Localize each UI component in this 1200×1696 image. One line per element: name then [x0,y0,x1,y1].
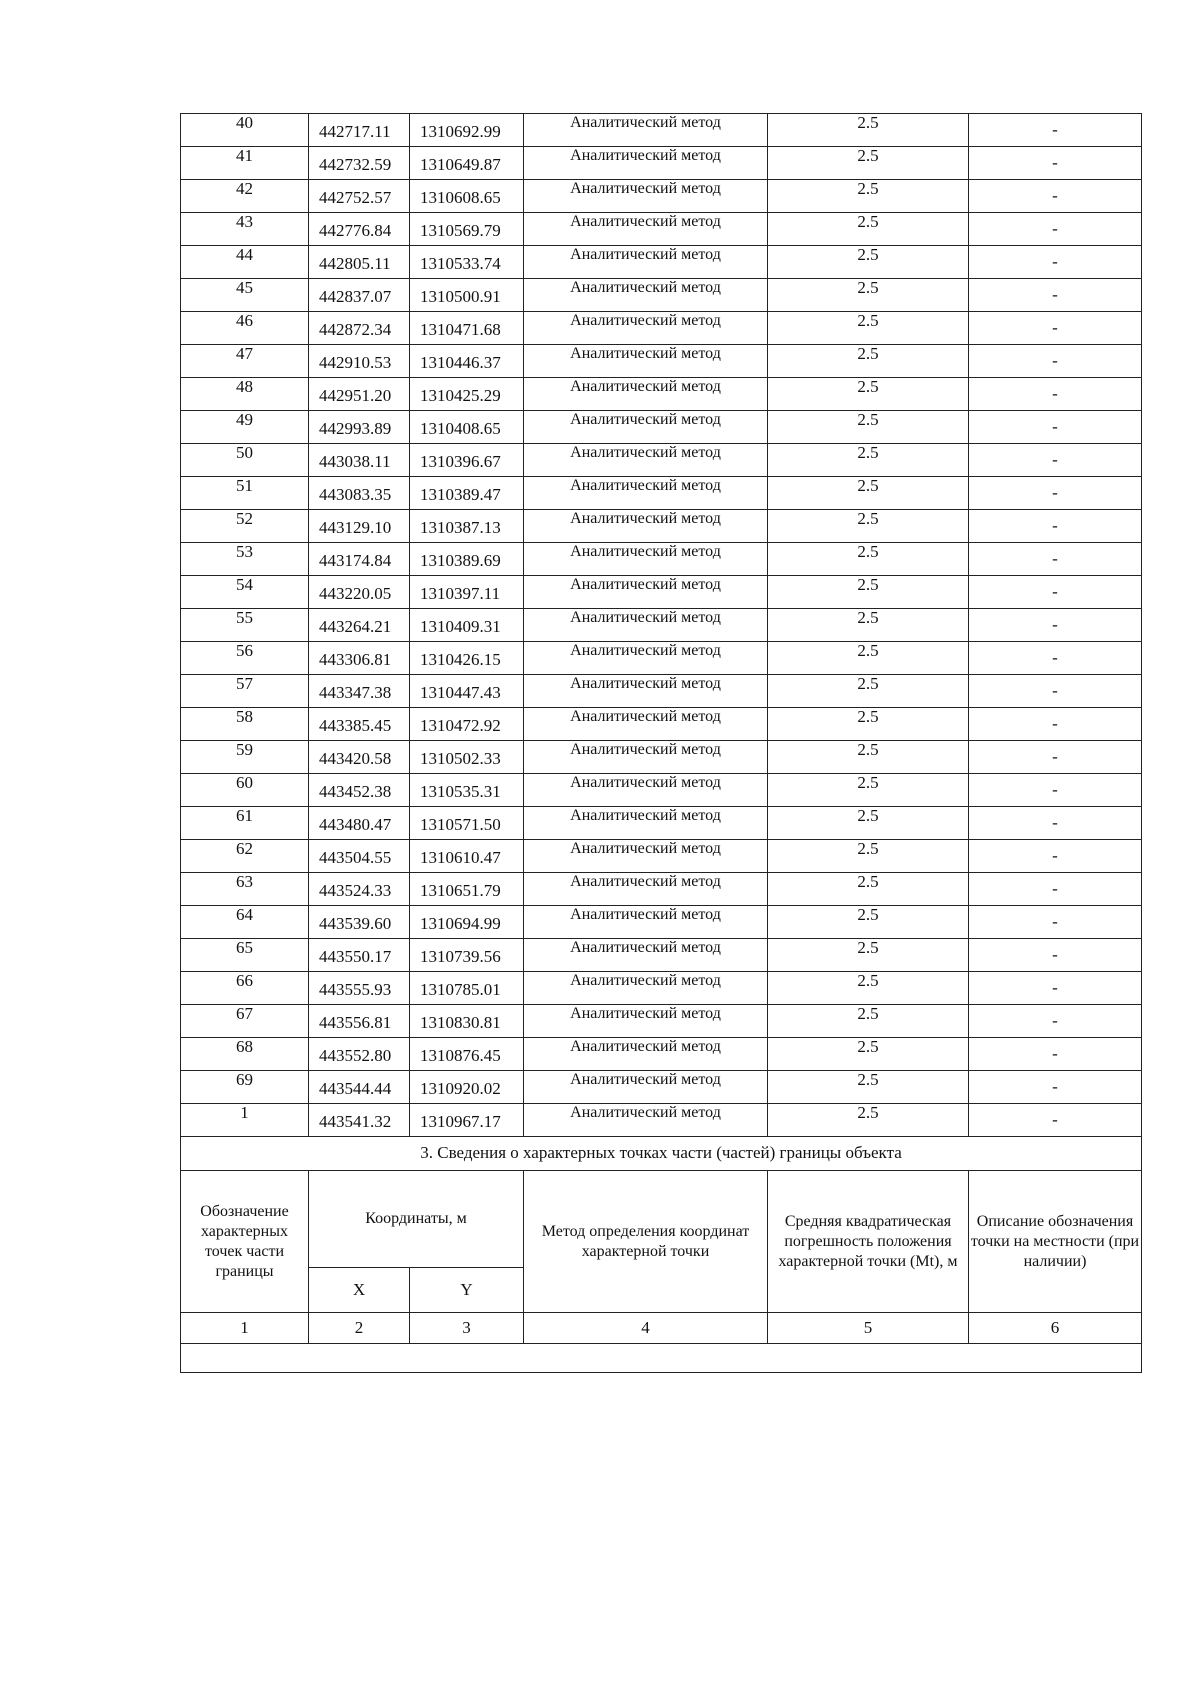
method-cell: Аналитический метод [524,543,768,576]
method-cell: Аналитический метод [524,609,768,642]
method-cell: Аналитический метод [524,378,768,411]
method-cell: Аналитический метод [524,444,768,477]
table-row [181,609,1142,642]
point-number: 66 [181,972,309,1005]
coordinate-x: 442732.59 [309,147,410,180]
table-row [181,279,1142,312]
description-cell: - [969,345,1142,378]
coordinate-y: 1310409.31 [410,609,524,642]
error-cell: 2.5 [768,675,969,708]
coordinate-x: 442752.57 [309,180,410,213]
coordinate-y: 1310446.37 [410,345,524,378]
point-number: 54 [181,576,309,609]
description-cell: - [969,411,1142,444]
method-cell: Аналитический метод [524,972,768,1005]
error-cell: 2.5 [768,873,969,906]
coordinate-y: 1310608.65 [410,180,524,213]
error-cell: 2.5 [768,1104,969,1137]
coordinate-y: 1310649.87 [410,147,524,180]
table-row [181,345,1142,378]
coordinate-y: 1310425.29 [410,378,524,411]
table-row [181,312,1142,345]
method-cell: Аналитический метод [524,675,768,708]
error-cell: 2.5 [768,906,969,939]
column-number-6: 6 [969,1313,1142,1344]
coordinate-x: 443347.38 [309,675,410,708]
method-cell: Аналитический метод [524,1005,768,1038]
method-cell: Аналитический метод [524,345,768,378]
error-cell: 2.5 [768,1038,969,1071]
coordinate-y: 1310692.99 [410,114,524,147]
error-cell: 2.5 [768,444,969,477]
method-cell: Аналитический метод [524,840,768,873]
description-cell: - [969,708,1142,741]
point-number: 64 [181,906,309,939]
method-cell: Аналитический метод [524,807,768,840]
description-cell: - [969,906,1142,939]
table-row [181,1071,1142,1104]
table-row [181,675,1142,708]
error-cell: 2.5 [768,180,969,213]
error-cell: 2.5 [768,642,969,675]
coordinate-x: 443539.60 [309,906,410,939]
error-cell: 2.5 [768,543,969,576]
table-row [181,1104,1142,1137]
point-number: 65 [181,939,309,972]
description-cell: - [969,576,1142,609]
description-cell: - [969,180,1142,213]
error-cell: 2.5 [768,840,969,873]
empty-row [181,1344,1142,1373]
description-cell: - [969,741,1142,774]
point-number: 45 [181,279,309,312]
error-cell: 2.5 [768,312,969,345]
point-number: 41 [181,147,309,180]
point-number: 57 [181,675,309,708]
method-cell: Аналитический метод [524,180,768,213]
point-number: 1 [181,1104,309,1137]
header-description: Описание обозначения точки на местности (при наличии) [969,1171,1142,1313]
coordinate-x: 443083.35 [309,477,410,510]
table-row [181,972,1142,1005]
table-row [181,708,1142,741]
coordinate-x: 443420.58 [309,741,410,774]
header-error: Средняя квадратическая погрешность положения характерной точки (Mt), м [768,1171,969,1313]
error-cell: 2.5 [768,741,969,774]
method-cell: Аналитический метод [524,708,768,741]
error-cell: 2.5 [768,345,969,378]
coordinate-y: 1310408.65 [410,411,524,444]
table-row [181,1005,1142,1038]
table-row [181,477,1142,510]
table-row [181,444,1142,477]
description-cell: - [969,1005,1142,1038]
table-row [181,213,1142,246]
coordinate-y: 1310651.79 [410,873,524,906]
error-cell: 2.5 [768,576,969,609]
coordinate-y: 1310426.15 [410,642,524,675]
point-number: 53 [181,543,309,576]
error-cell: 2.5 [768,807,969,840]
description-cell: - [969,873,1142,906]
description-cell: - [969,675,1142,708]
coordinate-x: 443524.33 [309,873,410,906]
description-cell: - [969,609,1142,642]
table-row [181,543,1142,576]
coordinate-x: 443556.81 [309,1005,410,1038]
method-cell: Аналитический метод [524,312,768,345]
table-row [181,147,1142,180]
point-number: 59 [181,741,309,774]
description-cell: - [969,147,1142,180]
description-cell: - [969,1104,1142,1137]
coordinate-y: 1310967.17 [410,1104,524,1137]
description-cell: - [969,972,1142,1005]
coordinate-y: 1310571.50 [410,807,524,840]
table-row [181,576,1142,609]
error-cell: 2.5 [768,708,969,741]
coordinate-x: 443129.10 [309,510,410,543]
data-rows [181,114,1142,1137]
point-number: 44 [181,246,309,279]
coordinate-x: 443306.81 [309,642,410,675]
column-number-2: 2 [309,1313,410,1344]
coordinate-x: 442910.53 [309,345,410,378]
method-cell: Аналитический метод [524,477,768,510]
method-cell: Аналитический метод [524,873,768,906]
method-cell: Аналитический метод [524,1038,768,1071]
coordinate-y: 1310533.74 [410,246,524,279]
description-cell: - [969,774,1142,807]
table-row [181,642,1142,675]
error-cell: 2.5 [768,972,969,1005]
error-cell: 2.5 [768,609,969,642]
description-cell: - [969,642,1142,675]
coordinate-y: 1310389.47 [410,477,524,510]
method-cell: Аналитический метод [524,1104,768,1137]
coordinate-x: 443174.84 [309,543,410,576]
coordinate-x: 443264.21 [309,609,410,642]
point-number: 58 [181,708,309,741]
error-cell: 2.5 [768,213,969,246]
description-cell: - [969,444,1142,477]
description-cell: - [969,378,1142,411]
table-row [181,906,1142,939]
error-cell: 2.5 [768,510,969,543]
header-method: Метод определения координат характерной точки [524,1171,768,1313]
section-3-title: 3. Сведения о характерных точках части (частей) границы объекта [181,1137,1142,1171]
point-number: 40 [181,114,309,147]
table-row [181,114,1142,147]
table-row [181,510,1142,543]
point-number: 42 [181,180,309,213]
point-number: 46 [181,312,309,345]
error-cell: 2.5 [768,147,969,180]
coordinate-x: 443504.55 [309,840,410,873]
error-cell: 2.5 [768,774,969,807]
point-number: 43 [181,213,309,246]
coordinate-y: 1310447.43 [410,675,524,708]
description-cell: - [969,1038,1142,1071]
point-number: 55 [181,609,309,642]
method-cell: Аналитический метод [524,411,768,444]
coordinate-y: 1310830.81 [410,1005,524,1038]
header-coordinates: Координаты, м [309,1171,524,1268]
description-cell: - [969,246,1142,279]
description-cell: - [969,1071,1142,1104]
column-number-1: 1 [181,1313,309,1344]
table-row [181,741,1142,774]
column-number-5: 5 [768,1313,969,1344]
coordinate-y: 1310502.33 [410,741,524,774]
method-cell: Аналитический метод [524,114,768,147]
point-number: 47 [181,345,309,378]
error-cell: 2.5 [768,411,969,444]
coordinate-y: 1310500.91 [410,279,524,312]
point-number: 50 [181,444,309,477]
point-number: 67 [181,1005,309,1038]
description-cell: - [969,213,1142,246]
coordinate-y: 1310471.68 [410,312,524,345]
error-cell: 2.5 [768,114,969,147]
coordinate-x: 442805.11 [309,246,410,279]
table-row [181,840,1142,873]
description-cell: - [969,939,1142,972]
description-cell: - [969,510,1142,543]
coordinate-y: 1310396.67 [410,444,524,477]
table-row [181,807,1142,840]
method-cell: Аналитический метод [524,510,768,543]
table-row [181,246,1142,279]
table-row [181,411,1142,444]
section-3 [181,1137,1142,1373]
method-cell: Аналитический метод [524,642,768,675]
coordinate-x: 443544.44 [309,1071,410,1104]
point-number: 62 [181,840,309,873]
error-cell: 2.5 [768,477,969,510]
coordinate-x: 443385.45 [309,708,410,741]
error-cell: 2.5 [768,1005,969,1038]
error-cell: 2.5 [768,378,969,411]
coordinate-x: 443220.05 [309,576,410,609]
point-number: 49 [181,411,309,444]
point-number: 52 [181,510,309,543]
description-cell: - [969,312,1142,345]
coordinate-y: 1310694.99 [410,906,524,939]
table-row [181,180,1142,213]
point-number: 51 [181,477,309,510]
coordinate-x: 442993.89 [309,411,410,444]
point-number: 68 [181,1038,309,1071]
point-number: 60 [181,774,309,807]
description-cell: - [969,477,1142,510]
column-number-3: 3 [410,1313,524,1344]
header-designation: Обозначение характерных точек части границы [181,1171,309,1313]
coordinate-y: 1310610.47 [410,840,524,873]
coordinate-x: 442872.34 [309,312,410,345]
coordinate-y: 1310569.79 [410,213,524,246]
method-cell: Аналитический метод [524,246,768,279]
error-cell: 2.5 [768,246,969,279]
coordinates-table [180,113,1142,1373]
coordinate-y: 1310389.69 [410,543,524,576]
header-y: Y [410,1268,524,1313]
point-number: 56 [181,642,309,675]
coordinate-x: 443555.93 [309,972,410,1005]
point-number: 61 [181,807,309,840]
coordinate-y: 1310472.92 [410,708,524,741]
table-row [181,873,1142,906]
coordinate-y: 1310397.11 [410,576,524,609]
table-row [181,774,1142,807]
coordinate-y: 1310785.01 [410,972,524,1005]
coordinate-y: 1310876.45 [410,1038,524,1071]
description-cell: - [969,807,1142,840]
coordinate-y: 1310535.31 [410,774,524,807]
coordinate-x: 442951.20 [309,378,410,411]
description-cell: - [969,279,1142,312]
method-cell: Аналитический метод [524,774,768,807]
method-cell: Аналитический метод [524,939,768,972]
coordinate-x: 442776.84 [309,213,410,246]
table-row [181,1038,1142,1071]
error-cell: 2.5 [768,279,969,312]
method-cell: Аналитический метод [524,906,768,939]
coordinate-x: 443541.32 [309,1104,410,1137]
point-number: 69 [181,1071,309,1104]
coordinate-y: 1310387.13 [410,510,524,543]
description-cell: - [969,840,1142,873]
method-cell: Аналитический метод [524,213,768,246]
coordinate-x: 443452.38 [309,774,410,807]
method-cell: Аналитический метод [524,576,768,609]
error-cell: 2.5 [768,939,969,972]
coordinate-x: 442717.11 [309,114,410,147]
point-number: 63 [181,873,309,906]
coordinate-x: 443550.17 [309,939,410,972]
column-number-4: 4 [524,1313,768,1344]
coordinate-x: 442837.07 [309,279,410,312]
coordinate-y: 1310920.02 [410,1071,524,1104]
method-cell: Аналитический метод [524,1071,768,1104]
table-row [181,939,1142,972]
point-number: 48 [181,378,309,411]
error-cell: 2.5 [768,1071,969,1104]
description-cell: - [969,543,1142,576]
description-cell: - [969,114,1142,147]
table-row [181,378,1142,411]
coordinate-x: 443552.80 [309,1038,410,1071]
coordinate-x: 443038.11 [309,444,410,477]
method-cell: Аналитический метод [524,279,768,312]
coordinate-y: 1310739.56 [410,939,524,972]
method-cell: Аналитический метод [524,147,768,180]
header-x: X [309,1268,410,1313]
method-cell: Аналитический метод [524,741,768,774]
coordinate-x: 443480.47 [309,807,410,840]
